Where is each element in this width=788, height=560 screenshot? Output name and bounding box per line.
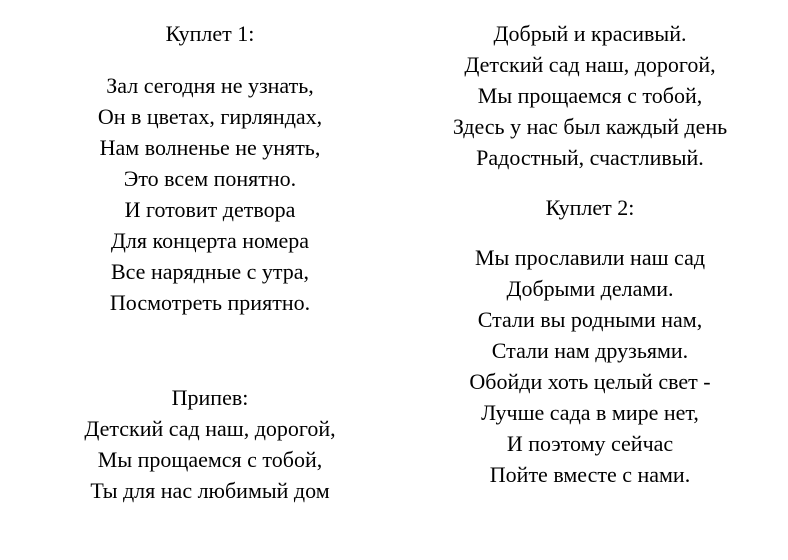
chorus-line: Ты для нас любимый дом bbox=[90, 478, 330, 503]
verse-line: Пойте вместе с нами. bbox=[489, 462, 691, 487]
chorus-line: Мы прощаемся с тобой, bbox=[97, 447, 323, 472]
chorus-continued-text bbox=[395, 18, 785, 173]
verse-line: Он в цветах, гирляндах, bbox=[97, 104, 323, 129]
verse-line: Нам волненье не унять, bbox=[99, 135, 321, 160]
verse-line: Зал сегодня не узнать, bbox=[106, 73, 314, 98]
verse-line: Для концерта номера bbox=[110, 228, 310, 253]
chorus-line: Мы прощаемся с тобой, bbox=[477, 83, 703, 108]
verse1-heading: Куплет 1: bbox=[165, 21, 255, 46]
verse1-heading-block bbox=[20, 18, 400, 49]
chorus-line: Радостный, счастливый. bbox=[476, 145, 704, 170]
chorus-line: Здесь у нас был каждый день bbox=[452, 114, 728, 139]
verse2-heading-block bbox=[395, 192, 785, 223]
verse2-text bbox=[395, 242, 785, 490]
chorus-line: Детский сад наш, дорогой, bbox=[464, 52, 716, 77]
verse1-text bbox=[20, 70, 400, 318]
verse-line: И поэтому сейчас bbox=[506, 431, 674, 456]
verse-line: Посмотреть приятно. bbox=[109, 290, 311, 315]
chorus-line: Детский сад наш, дорогой, bbox=[84, 416, 336, 441]
verse-line: Это всем понятно. bbox=[123, 166, 297, 191]
verse-line: Стали вы родными нам, bbox=[477, 307, 703, 332]
verse2-heading: Куплет 2: bbox=[545, 195, 635, 220]
verse-line: Лучше сада в мире нет, bbox=[481, 400, 699, 425]
verse-line: Добрыми делами. bbox=[506, 276, 674, 301]
verse-line: Обойди хоть целый свет - bbox=[469, 369, 711, 394]
verse-line: Мы прославили наш сад bbox=[474, 245, 706, 270]
chorus-heading: Припев: bbox=[171, 385, 249, 410]
verse-line: Стали нам друзьями. bbox=[491, 338, 689, 363]
chorus-line: Добрый и красивый. bbox=[493, 21, 687, 46]
verse-line: И готовит детвора bbox=[124, 197, 296, 222]
chorus-block bbox=[20, 382, 400, 506]
verse-line: Все нарядные с утра, bbox=[110, 259, 310, 284]
